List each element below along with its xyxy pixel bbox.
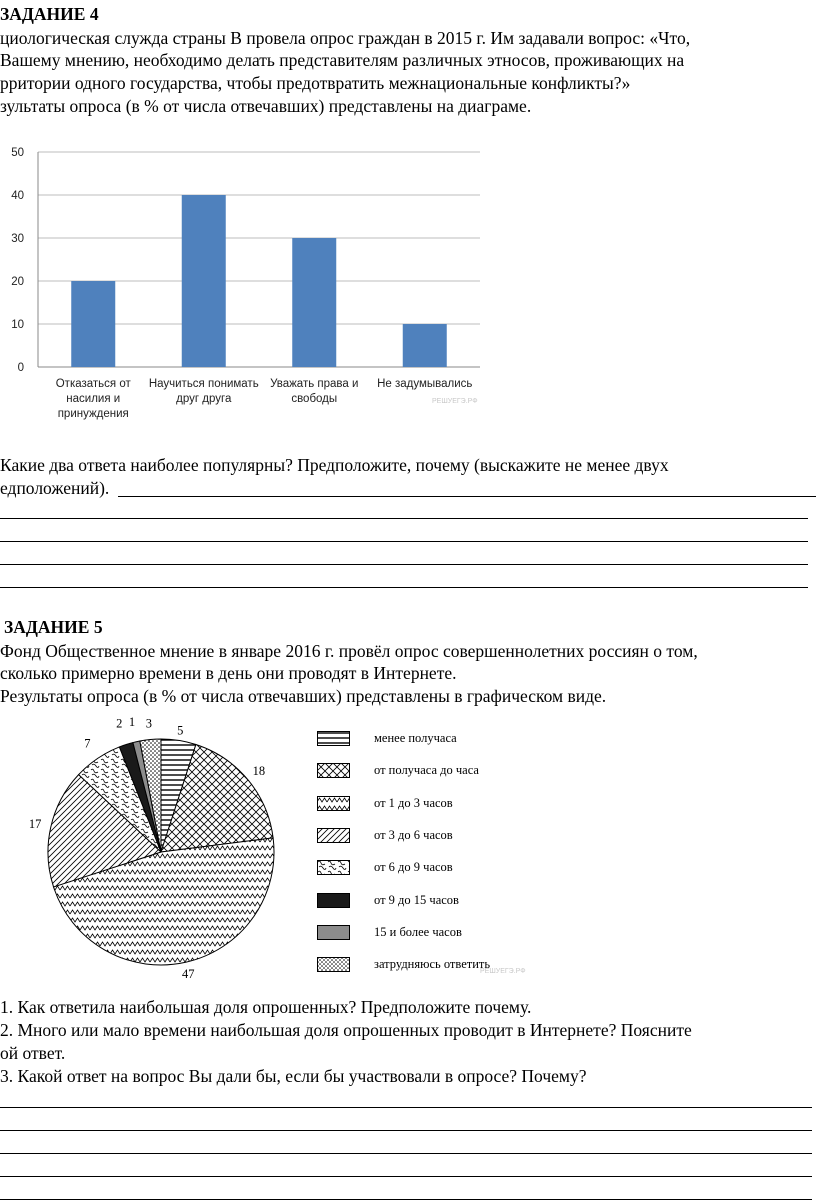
answer-line[interactable]	[0, 564, 808, 565]
bar-y-tick-label: 50	[11, 147, 24, 159]
answer-line[interactable]	[0, 1107, 812, 1108]
legend-swatch	[317, 925, 350, 940]
bar-category-label: Отказаться от насилия и принуждения	[55, 378, 131, 420]
legend-swatch	[317, 957, 350, 972]
task4-intro-line-2: Вашему мнению, необходимо делать представителям различных этносов, проживающих на	[0, 50, 685, 70]
bar	[292, 238, 336, 367]
task4-question-line-1: Какие два ответа наиболее популярны? Предположите, почему (выскажите не менее двух	[0, 455, 669, 475]
task4-watermark: РЕШУЕГЭ.РФ	[432, 398, 478, 405]
pie-slices	[48, 736, 274, 965]
task5-question-2: 2. Много или мало времени наибольшая доля опрошенных проводит в Интернете? Поясните	[0, 1020, 692, 1040]
task5-intro-line-1: Фонд Общественное мнение в январе 2016 г. провёл опрос совершеннолетних россиян о том,	[0, 641, 698, 661]
legend-label: затрудняюсь ответить	[374, 957, 491, 972]
task5-intro-line-2: сколько примерно времени в день они проводят в Интернете.	[0, 663, 457, 683]
answer-line[interactable]	[0, 587, 808, 588]
answer-line[interactable]	[0, 1176, 812, 1177]
pie-value-label: 17	[28, 816, 42, 831]
legend-label: менее получаса	[374, 731, 457, 745]
pie-value-label: 3	[145, 716, 152, 731]
bar-y-tick-label: 0	[17, 362, 24, 374]
legend-label: от 6 до 9 часов	[374, 860, 453, 875]
task4-title: ЗАДАНИЕ 4	[0, 4, 99, 24]
legend-swatch	[317, 828, 350, 843]
legend-swatch	[317, 796, 350, 811]
answer-line[interactable]	[0, 518, 808, 519]
task5-question-2-cont: ой ответ.	[0, 1043, 66, 1063]
bar-y-tick-label: 20	[11, 276, 24, 288]
legend-swatch	[317, 763, 350, 778]
bar-category-label: Не задумывались	[377, 378, 473, 390]
bar-y-tick-label: 30	[11, 233, 24, 245]
pie-value-label: 7	[84, 736, 91, 751]
pie-value-label: 18	[252, 764, 266, 779]
legend-label: от 3 до 6 часов	[374, 827, 453, 842]
legend-swatch	[317, 731, 350, 746]
task5-watermark: РЕШУЕГЭ.РФ	[480, 968, 526, 975]
pie-value-label: 2	[116, 716, 123, 731]
bar-y-tick-label: 40	[11, 190, 24, 202]
answer-line[interactable]	[0, 1153, 812, 1154]
legend-swatch	[317, 860, 350, 875]
task4-question-line-2: едположений).	[0, 478, 110, 498]
legend-swatch	[317, 893, 350, 908]
task4-intro-line-1: циологическая служда страны В провела опрос граждан в 2015 г. Им задавали вопрос: «Что,	[0, 28, 691, 48]
legend-label: 15 и более часов	[374, 924, 462, 939]
pie-chart	[0, 708, 300, 990]
bar	[182, 195, 226, 367]
task5-title: ЗАДАНИЕ 5	[4, 617, 103, 637]
pie-value-label: 47	[182, 966, 195, 981]
legend-label: от получаса до часа	[374, 763, 479, 778]
answer-line[interactable]	[118, 496, 816, 497]
legend-label: от 9 до 15 часов	[374, 892, 459, 907]
bar	[71, 281, 115, 367]
answer-line[interactable]	[0, 1130, 812, 1131]
bar	[403, 324, 447, 367]
bar-chart-y-ticks	[11, 147, 24, 374]
pie-value-label: 5	[177, 723, 184, 738]
legend-label: от 1 до 3 часов	[374, 795, 453, 810]
bar-category-label: Уважать права и свободы	[270, 378, 359, 405]
answer-line[interactable]	[0, 1199, 812, 1200]
bar-y-tick-label: 10	[11, 319, 24, 331]
task4-intro-line-4: зультаты опроса (в % от числа отвечавших) представлены на диаграме.	[0, 96, 532, 116]
answer-line[interactable]	[0, 541, 808, 542]
task5-question-1: 1. Как ответила наибольшая доля опрошенных? Предположите почему.	[0, 997, 532, 1017]
task5-intro-line-3: Результаты опроса (в % от числа отвечавших) представлены в графическом виде.	[0, 686, 607, 706]
bar-chart	[0, 140, 490, 380]
bar-category-label: Научиться понимать друг друга	[148, 378, 259, 405]
task5-question-3: 3. Какой ответ на вопрос Вы дали бы, если бы участвовали в опросе? Почему?	[0, 1066, 587, 1086]
task4-intro-line-3: рритории одного государства, чтобы предотвратить межнациональные конфликты?»	[0, 73, 631, 93]
pie-value-label: 1	[128, 715, 136, 730]
